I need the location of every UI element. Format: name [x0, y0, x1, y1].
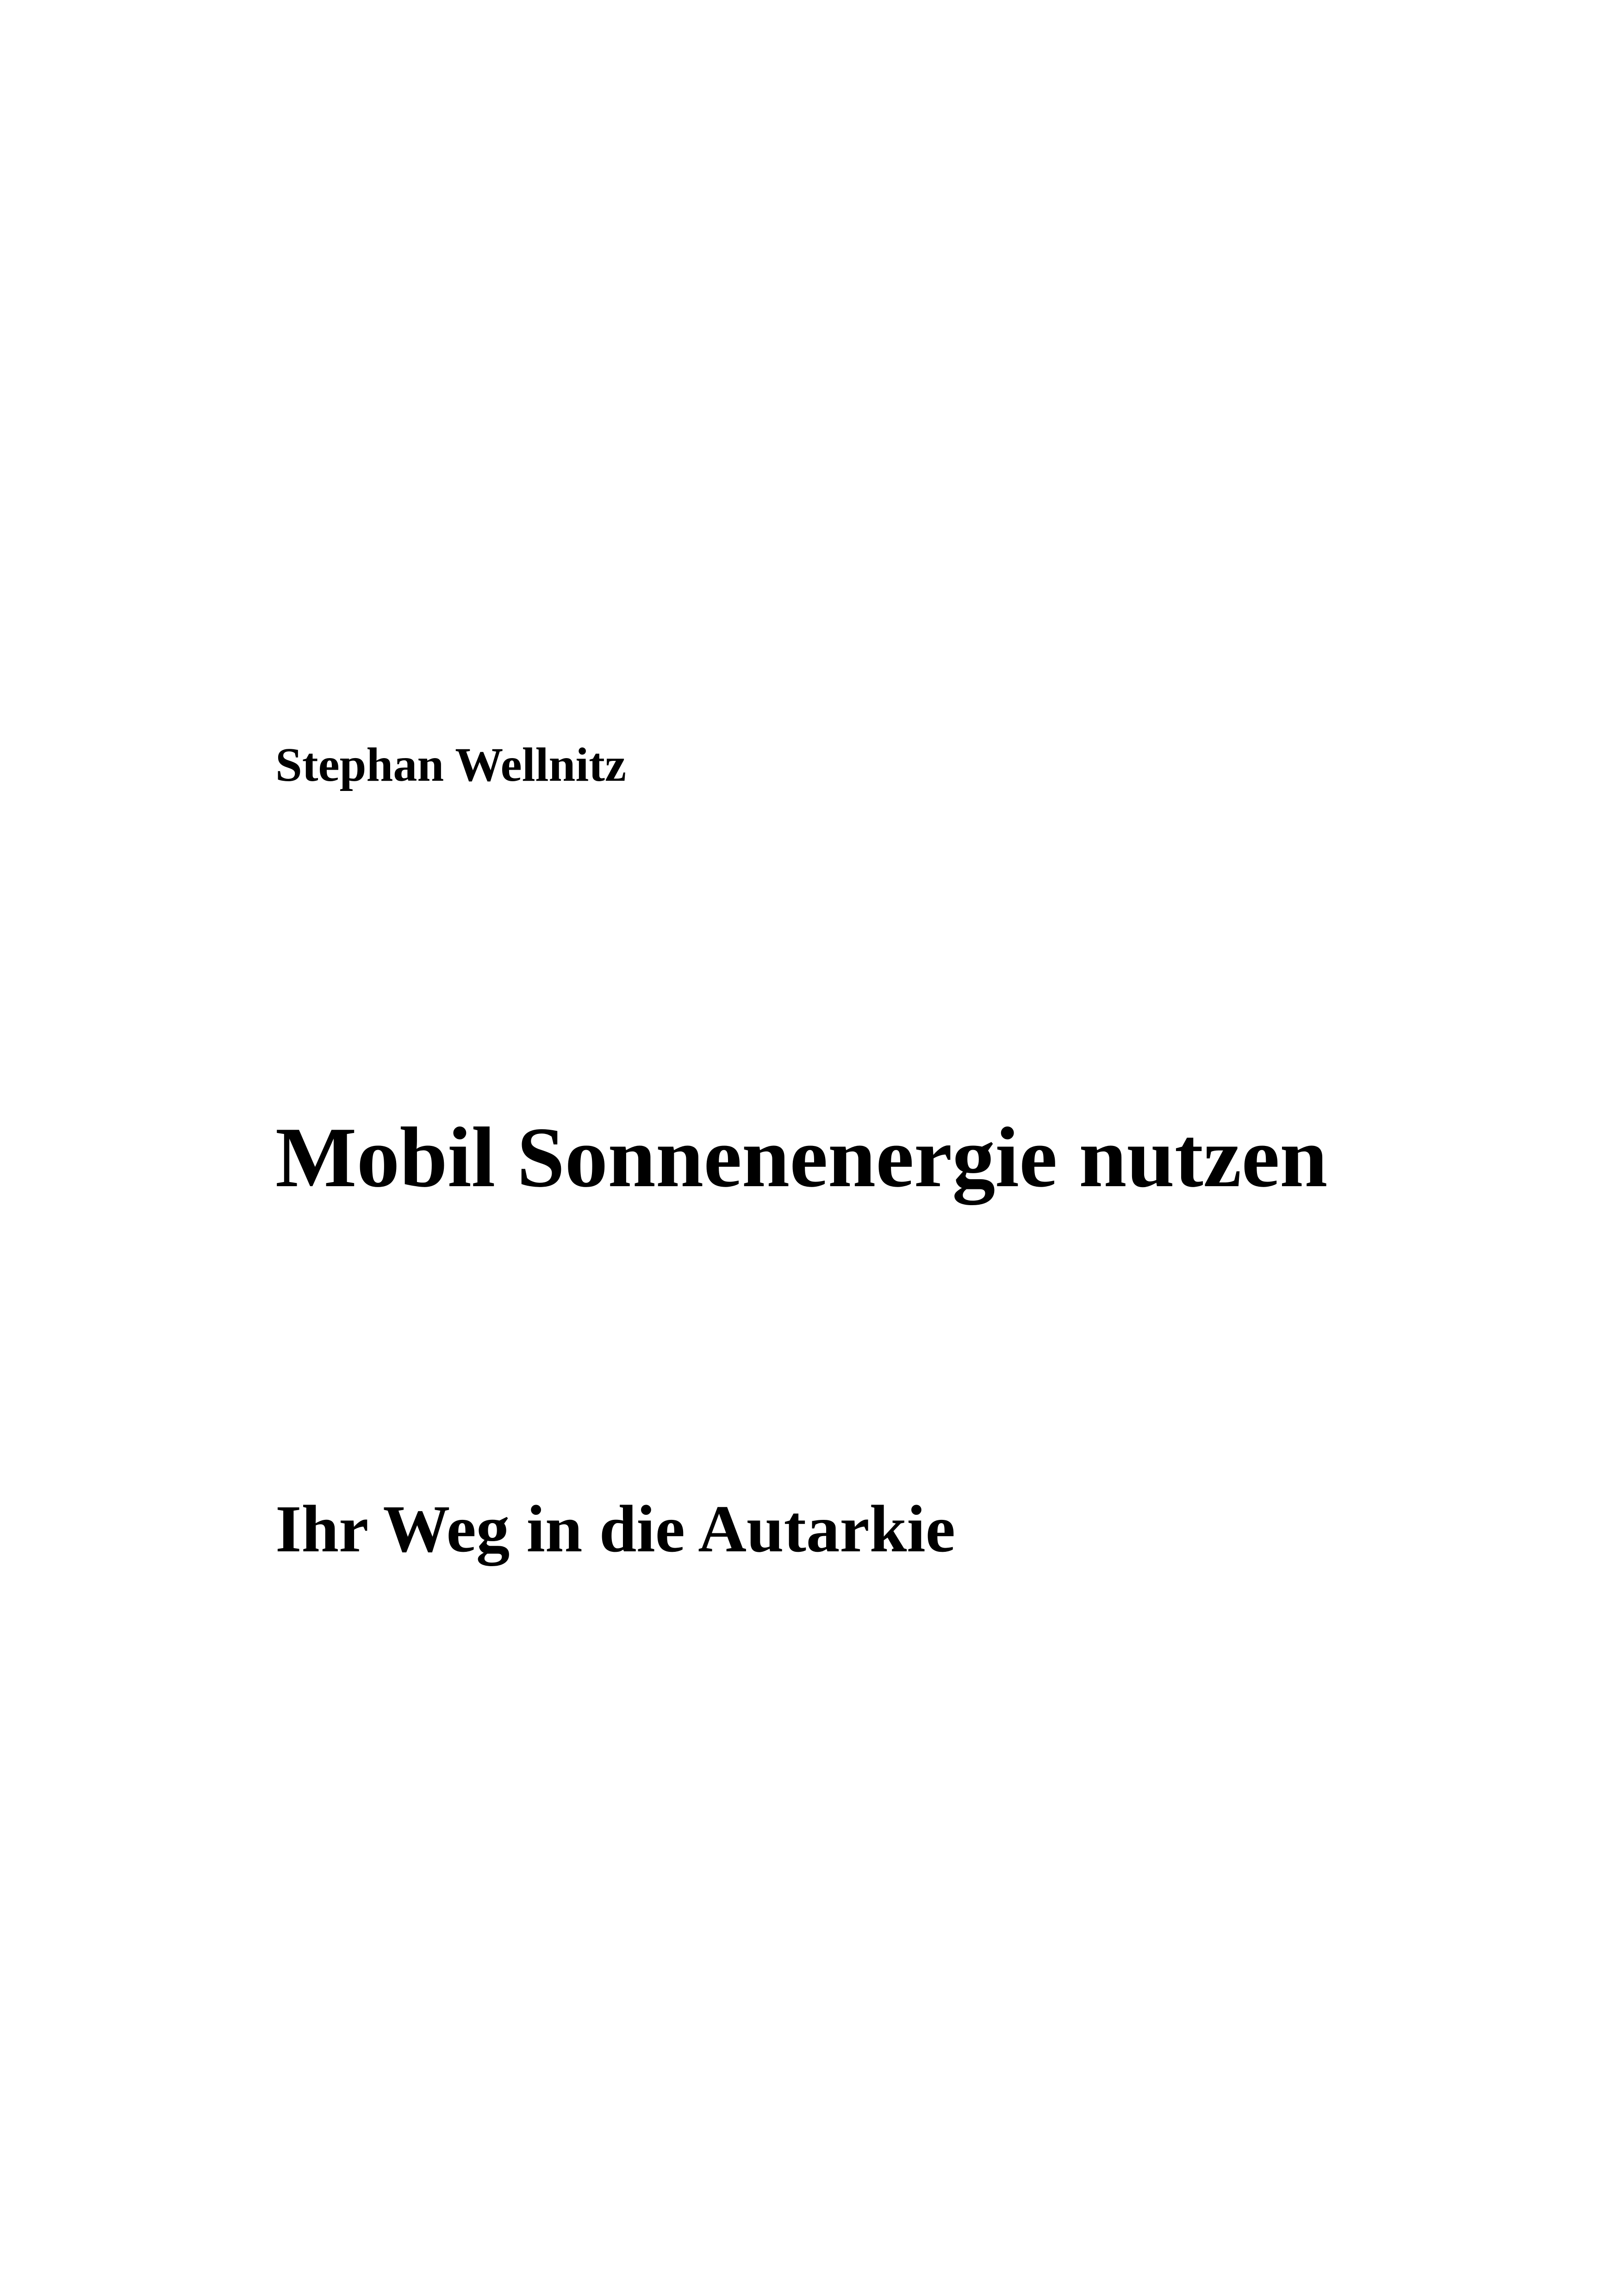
author-name: Stephan Wellnitz — [275, 738, 627, 791]
book-subtitle: Ihr Weg in die Autarkie — [275, 1492, 956, 1566]
book-title: Mobil Sonnenenergie nutzen — [275, 1110, 1328, 1205]
